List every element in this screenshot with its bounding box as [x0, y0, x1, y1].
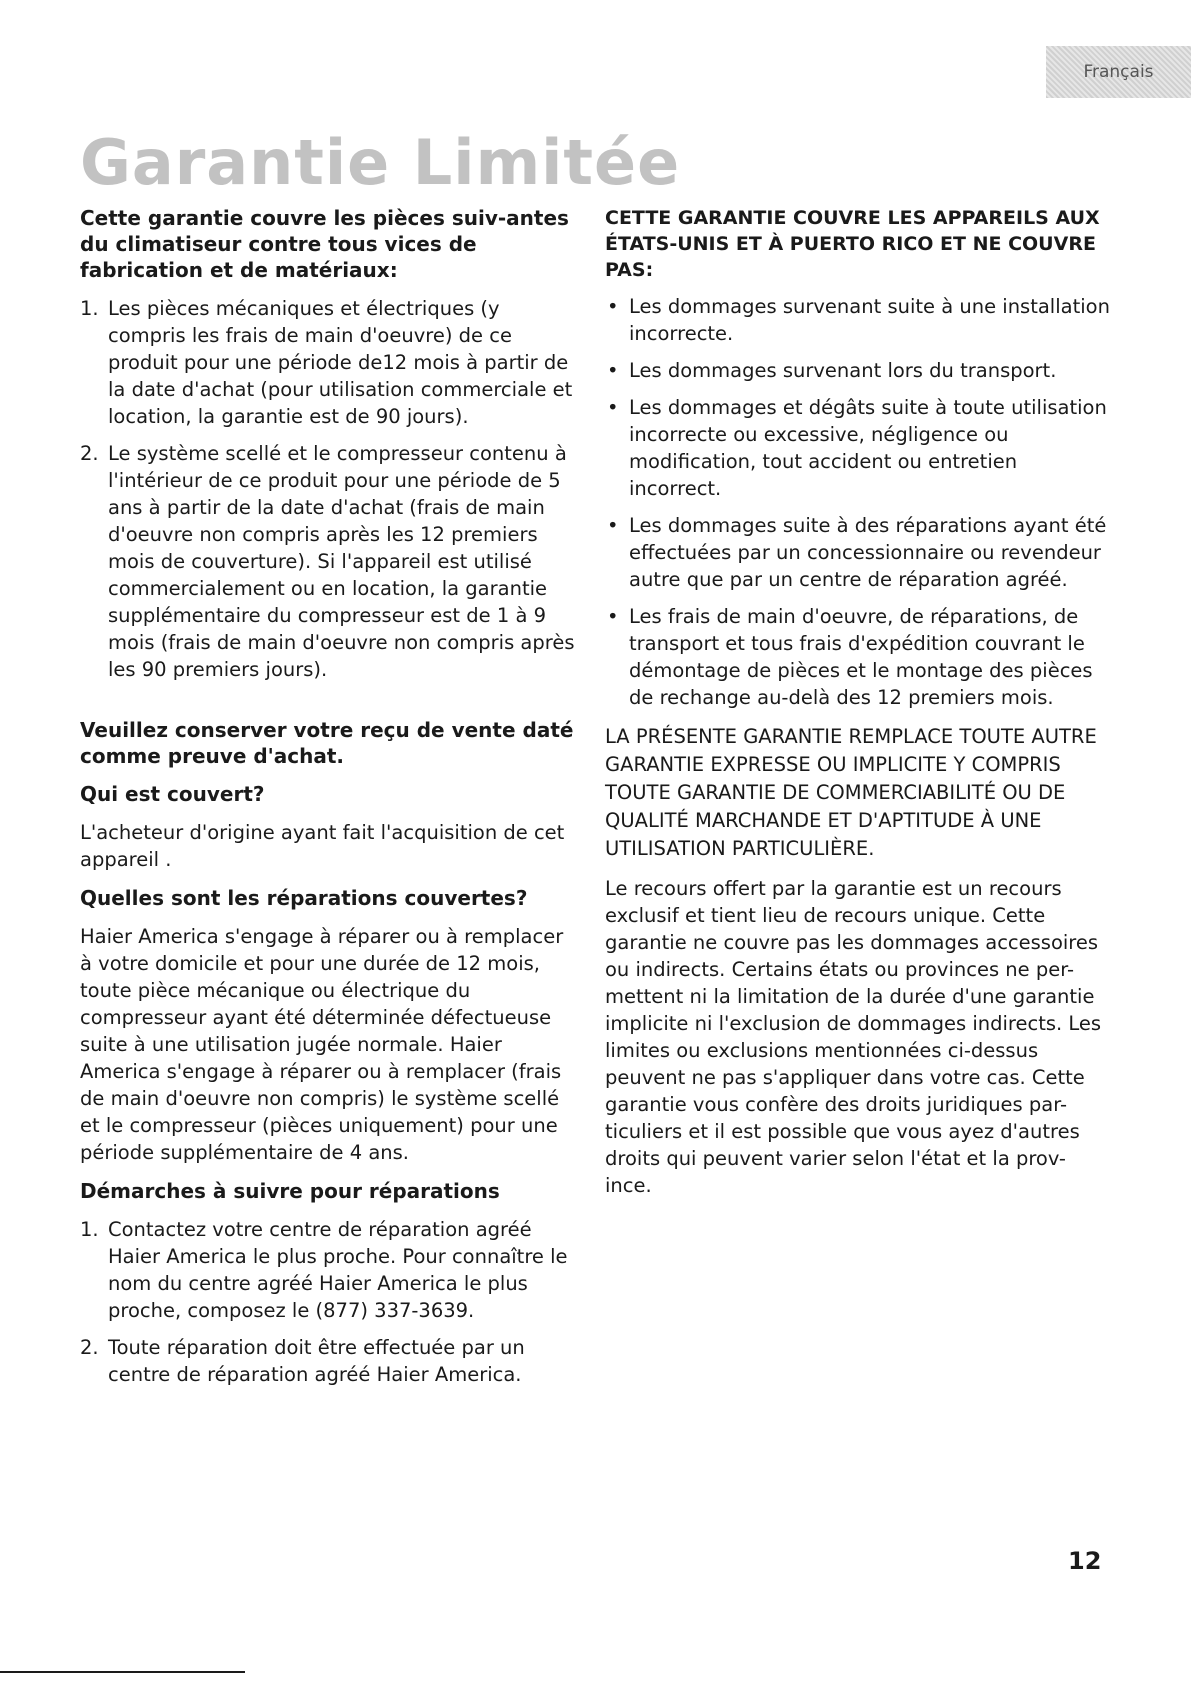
who-covered-heading: Qui est couvert? — [80, 782, 265, 806]
exclusions-list — [605, 293, 1110, 711]
page-number: 12 — [1068, 1547, 1102, 1575]
left-column — [80, 205, 580, 1402]
list-item: • Les dommages et dégâts suite à toute utilisation incorrecte ou excessive, négligence ou modification, tout accident ou entretien incorrect. — [607, 396, 1107, 500]
right-column — [605, 205, 1110, 1211]
repairs-covered-text: Haier America s'engage à réparer ou à remplacer à votre domicile et pour une durée de 12 mois, toute pièce mécanique ou électrique du compresseur ayant été déterminée défectueuse suite à une utilisation jugée normale. Haier America s'engage à réparer ou à remplacer (frais de main d'oeuvre non compris) le système scellé et le compresseur (pièces uniquement) pour une période supplémentaire de 4 ans. — [80, 925, 564, 1164]
repair-steps-heading: Démarches à suivre pour réparations — [80, 1179, 500, 1203]
receipt-heading: Veuillez conserver votre reçu de vente daté comme preuve d'achat. — [80, 718, 574, 768]
who-covered-text: L'acheteur d'origine ayant fait l'acquisition de cet appareil . — [80, 821, 565, 871]
coverage-heading: Cette garantie couvre les pièces suiv-antes du climatiseur contre tous vices de fabrication et de matériaux: — [80, 206, 569, 282]
warranty-disclaimer: LA PRÉSENTE GARANTIE REMPLACE TOUTE AUTRE GARANTIE EXPRESSE OU IMPLICITE Y COMPRIS TOUTE GARANTIE DE COMMERCIABILITÉ OU DE QUALITÉ MARCHANDE ET D'APTITUDE À UNE UTILISATION PARTICULIÈRE. — [605, 725, 1097, 860]
repair-steps-list — [80, 1216, 580, 1388]
list-item: • Les dommages suite à des réparations ayant été effectuées par un concessionnaire ou revendeur autre que par un centre de réparation agréé. — [607, 514, 1107, 591]
bullet-icon: • — [607, 605, 619, 628]
bullet-icon: • — [607, 359, 619, 382]
language-tab: Français — [1046, 46, 1191, 98]
list-item: 1. Contactez votre centre de réparation agréé Haier America le plus proche. Pour connaître le nom du centre agréé Haier America le plus proche, composez le (877) 337-3639. — [80, 1218, 568, 1322]
footer-rule — [0, 1671, 245, 1673]
list-item: 2. Toute réparation doit être effectuée par un centre de réparation agréé Haier America. — [80, 1336, 525, 1386]
bullet-icon: • — [607, 295, 619, 318]
list-item: 2. Le système scellé et le compresseur contenu à l'intérieur de ce produit pour une période de 5 ans à partir de la date d'achat (frais de main d'oeuvre non compris après les 12 premiers mois de couverture). Si l'appareil est utilisé commercialement ou en location, la garantie supplémentaire du compresseur est de 1 à 9 mois (frais de main d'oeuvre non compris après les 90 premiers jours). — [80, 442, 575, 681]
list-item: • Les dommages survenant lors du transport. — [607, 359, 1057, 382]
repairs-covered-heading: Quelles sont les réparations couvertes? — [80, 886, 528, 910]
list-item: • Les dommages survenant suite à une installation incorrecte. — [607, 295, 1110, 345]
bullet-icon: • — [607, 396, 619, 419]
coverage-list — [80, 295, 580, 683]
bullet-icon: • — [607, 514, 619, 537]
exclusions-heading: CETTE GARANTIE COUVRE LES APPAREILS AUX ÉTATS-UNIS ET À PUERTO RICO ET NE COUVRE PAS: — [605, 207, 1100, 281]
list-item: • Les frais de main d'oeuvre, de réparations, de transport et tous frais d'expédition couvrant le démontage de pièces et le montage des pièces de rechange au-delà des 12 premiers mois. — [607, 605, 1093, 709]
page-title: Garantie Limitée — [80, 126, 681, 199]
remedy-text: Le recours offert par la garantie est un recours exclusif et tient lieu de recours unique. Cette garantie ne couvre pas les dommages accessoires ou indirects. Certains états ou provinces ne per-mettent ni la limitation de la durée d'une garantie implicite ni l'exclusion de dommages indirects. Les limites ou exclusions mentionnées ci-dessus peuvent ne pas s'appliquer dans votre cas. Cette garantie vous confère des droits juridiques par-ticuliers et il est possible que vous ayez d'autres droits qui peuvent varier selon l'état et la prov-ince. — [605, 877, 1102, 1197]
list-item: 1. Les pièces mécaniques et électriques (y compris les frais de main d'oeuvre) de ce produit pour une période de12 mois à partir de la date d'achat (pour utilisation commerciale et location, la garantie est de 90 jours). — [80, 297, 573, 428]
